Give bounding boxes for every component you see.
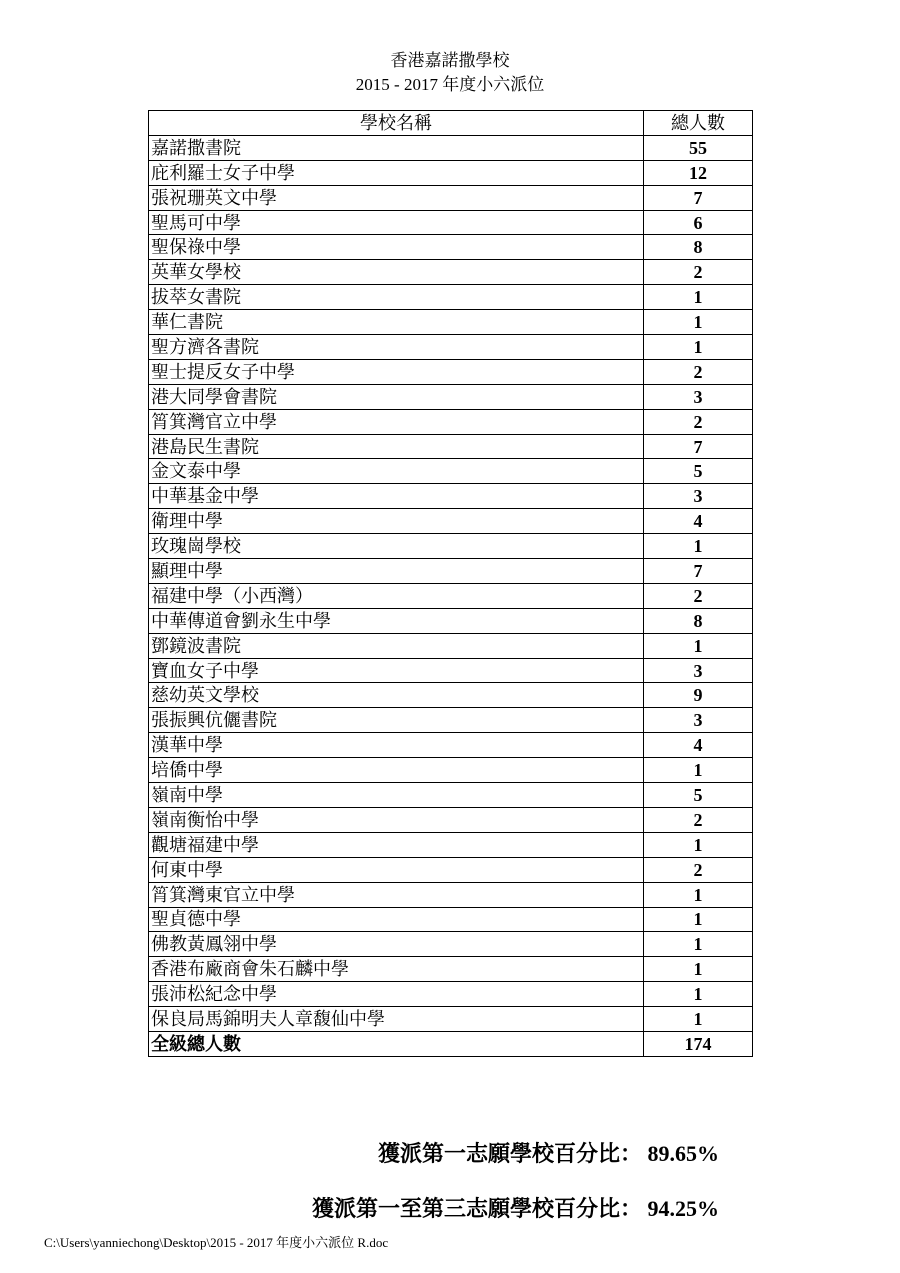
school-name-cell: 張沛松紀念中學 [149, 982, 644, 1007]
student-count-cell: 2 [644, 409, 753, 434]
table-row [149, 1007, 753, 1032]
school-name-cell: 鄧鏡波書院 [149, 633, 644, 658]
table-row [149, 658, 753, 683]
school-name-cell: 港島民生書院 [149, 434, 644, 459]
table-row [149, 832, 753, 857]
allocation-table [148, 110, 753, 1057]
column-header-school: 學校名稱 [149, 111, 644, 136]
table-row [149, 409, 753, 434]
table-row [149, 857, 753, 882]
student-count-cell: 4 [644, 733, 753, 758]
student-count-cell: 7 [644, 559, 753, 584]
school-name-cell: 拔萃女書院 [149, 285, 644, 310]
student-count-cell: 1 [644, 310, 753, 335]
school-name-cell: 庇利羅士女子中學 [149, 160, 644, 185]
table-row [149, 359, 753, 384]
school-name-cell: 張振興伉儷書院 [149, 708, 644, 733]
student-count-cell: 2 [644, 583, 753, 608]
total-label-cell: 全級總人數 [149, 1031, 644, 1056]
column-header-count: 總人數 [644, 111, 753, 136]
table-row [149, 384, 753, 409]
student-count-cell: 8 [644, 235, 753, 260]
school-name-cell: 培僑中學 [149, 758, 644, 783]
school-name-cell: 保良局馬錦明夫人章馥仙中學 [149, 1007, 644, 1032]
school-name-cell: 福建中學（小西灣） [149, 583, 644, 608]
school-name-cell: 聖貞德中學 [149, 907, 644, 932]
student-count-cell: 2 [644, 857, 753, 882]
student-count-cell: 8 [644, 608, 753, 633]
table-row [149, 633, 753, 658]
school-name-cell: 英華女學校 [149, 260, 644, 285]
student-count-cell: 7 [644, 434, 753, 459]
total-row [149, 1031, 753, 1056]
table-row [149, 783, 753, 808]
school-name-cell: 筲箕灣東官立中學 [149, 882, 644, 907]
student-count-cell: 6 [644, 210, 753, 235]
student-count-cell: 12 [644, 160, 753, 185]
school-name-cell: 聖馬可中學 [149, 210, 644, 235]
document-title: 香港嘉諾撒學校 [390, 51, 510, 70]
table-row [149, 135, 753, 160]
student-count-cell: 55 [644, 135, 753, 160]
student-count-cell: 5 [644, 459, 753, 484]
school-name-cell: 香港布廠商會朱石麟中學 [149, 957, 644, 982]
table-row [149, 160, 753, 185]
school-name-cell: 港大同學會書院 [149, 384, 644, 409]
table-row [149, 310, 753, 335]
table-row [149, 982, 753, 1007]
table-row [149, 907, 753, 932]
school-name-cell: 衛理中學 [149, 509, 644, 534]
table-row [149, 932, 753, 957]
table-row [149, 285, 753, 310]
file-path-footer: C:\Users\yanniechong\Desktop\2015 - 2017 年度小六派位 R.doc [44, 1235, 389, 1250]
table-row [149, 509, 753, 534]
school-name-cell: 中華基金中學 [149, 484, 644, 509]
total-count-cell: 174 [644, 1031, 753, 1056]
top-three-choice-percentage: 獲派第一至第三志願學校百分比： 94.25% [311, 1196, 719, 1221]
school-name-cell: 聖保祿中學 [149, 235, 644, 260]
table-row [149, 459, 753, 484]
student-count-cell: 1 [644, 982, 753, 1007]
table-row [149, 260, 753, 285]
school-name-cell: 金文泰中學 [149, 459, 644, 484]
school-name-cell: 玫瑰崗學校 [149, 534, 644, 559]
school-name-cell: 漢華中學 [149, 733, 644, 758]
student-count-cell: 2 [644, 359, 753, 384]
student-count-cell: 1 [644, 758, 753, 783]
student-count-cell: 3 [644, 708, 753, 733]
student-count-cell: 9 [644, 683, 753, 708]
school-name-cell: 顯理中學 [149, 559, 644, 584]
school-name-cell: 何東中學 [149, 857, 644, 882]
table-row [149, 235, 753, 260]
student-count-cell: 1 [644, 832, 753, 857]
table-row [149, 957, 753, 982]
student-count-cell: 3 [644, 484, 753, 509]
table-header-row [149, 111, 753, 136]
student-count-cell: 1 [644, 534, 753, 559]
student-count-cell: 2 [644, 807, 753, 832]
table-row [149, 608, 753, 633]
table-row [149, 534, 753, 559]
table-row [149, 185, 753, 210]
table-row [149, 434, 753, 459]
student-count-cell: 4 [644, 509, 753, 534]
school-name-cell: 華仁書院 [149, 310, 644, 335]
table-row [149, 882, 753, 907]
document-subtitle: 2015 - 2017 年度小六派位 [355, 75, 545, 94]
school-name-cell: 筲箕灣官立中學 [149, 409, 644, 434]
school-name-cell: 中華傳道會劉永生中學 [149, 608, 644, 633]
table-row [149, 807, 753, 832]
student-count-cell: 2 [644, 260, 753, 285]
student-count-cell: 5 [644, 783, 753, 808]
table-row [149, 733, 753, 758]
table-row [149, 708, 753, 733]
first-choice-percentage: 獲派第一志願學校百分比： 89.65% [377, 1141, 719, 1166]
school-name-cell: 觀塘福建中學 [149, 832, 644, 857]
school-name-cell: 嶺南中學 [149, 783, 644, 808]
table-row [149, 484, 753, 509]
table-row [149, 758, 753, 783]
school-name-cell: 張祝珊英文中學 [149, 185, 644, 210]
table-row [149, 583, 753, 608]
student-count-cell: 3 [644, 658, 753, 683]
school-name-cell: 嶺南衡怡中學 [149, 807, 644, 832]
student-count-cell: 1 [644, 882, 753, 907]
student-count-cell: 1 [644, 335, 753, 360]
school-name-cell: 慈幼英文學校 [149, 683, 644, 708]
table-row [149, 335, 753, 360]
table-body [149, 135, 753, 1056]
student-count-cell: 1 [644, 1007, 753, 1032]
student-count-cell: 1 [644, 285, 753, 310]
student-count-cell: 3 [644, 384, 753, 409]
table-row [149, 559, 753, 584]
table-row [149, 210, 753, 235]
school-name-cell: 嘉諾撒書院 [149, 135, 644, 160]
student-count-cell: 1 [644, 957, 753, 982]
table-row [149, 683, 753, 708]
student-count-cell: 1 [644, 907, 753, 932]
school-name-cell: 寶血女子中學 [149, 658, 644, 683]
student-count-cell: 7 [644, 185, 753, 210]
school-name-cell: 聖士提反女子中學 [149, 359, 644, 384]
student-count-cell: 1 [644, 633, 753, 658]
school-name-cell: 聖方濟各書院 [149, 335, 644, 360]
student-count-cell: 1 [644, 932, 753, 957]
school-name-cell: 佛教黃鳳翎中學 [149, 932, 644, 957]
